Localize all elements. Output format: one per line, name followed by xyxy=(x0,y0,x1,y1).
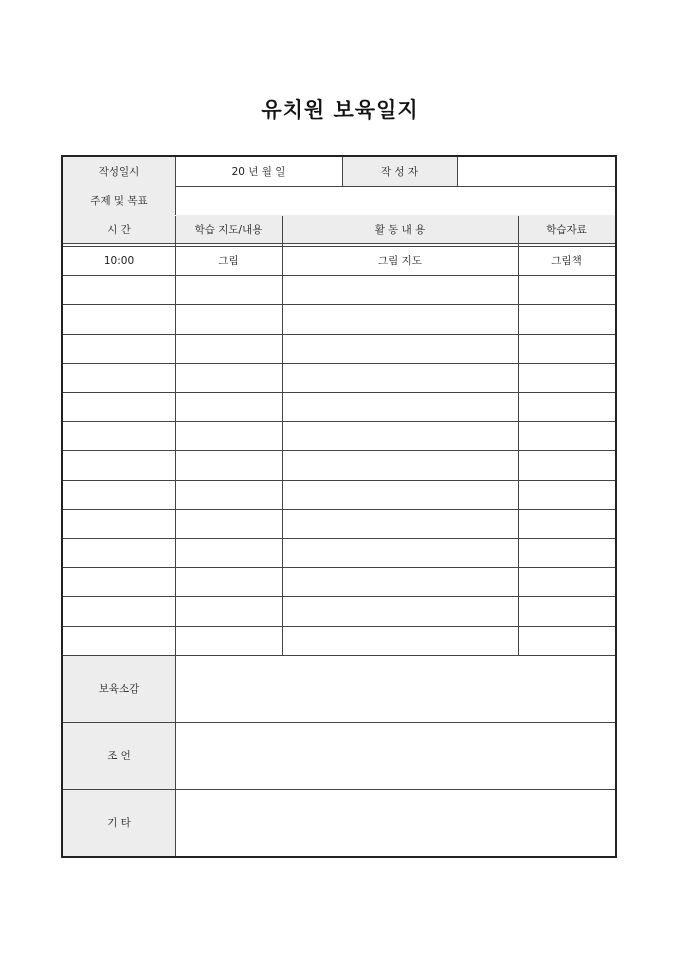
column-divider xyxy=(282,216,283,655)
activity-cell[interactable] xyxy=(282,392,518,421)
date-field[interactable]: 20 년 월 일 xyxy=(231,166,286,178)
time-cell[interactable] xyxy=(63,304,175,333)
date-label: 작성일시 xyxy=(63,157,175,186)
lesson-cell[interactable] xyxy=(175,392,282,421)
lesson-cell[interactable] xyxy=(175,334,282,363)
material-cell[interactable] xyxy=(518,275,615,304)
author-field[interactable] xyxy=(457,157,615,186)
impressions-label: 보육소감 xyxy=(63,656,175,722)
material-cell[interactable] xyxy=(518,421,615,450)
time-cell[interactable] xyxy=(63,334,175,363)
material-cell[interactable] xyxy=(518,450,615,479)
lesson-cell[interactable]: 그림 xyxy=(218,255,239,268)
time-cell[interactable] xyxy=(63,480,175,509)
topic-field[interactable] xyxy=(175,186,615,215)
other-label: 기 타 xyxy=(63,790,175,856)
material-cell[interactable] xyxy=(518,334,615,363)
other-field[interactable] xyxy=(176,790,615,856)
lesson-cell[interactable] xyxy=(175,304,282,333)
activity-cell[interactable] xyxy=(282,304,518,333)
material-cell[interactable] xyxy=(518,392,615,421)
material-cell[interactable] xyxy=(518,509,615,538)
material-header: 학습자료 xyxy=(518,215,615,243)
column-divider xyxy=(175,216,176,655)
column-divider xyxy=(175,157,176,186)
lesson-cell[interactable] xyxy=(175,538,282,567)
lesson-cell[interactable] xyxy=(175,567,282,596)
time-header: 시 간 xyxy=(63,215,175,243)
advice-label: 조 언 xyxy=(63,723,175,789)
topic-label: 주제 및 목표 xyxy=(63,186,175,215)
activity-cell[interactable] xyxy=(282,567,518,596)
activity-cell[interactable] xyxy=(282,334,518,363)
time-cell[interactable] xyxy=(63,509,175,538)
column-divider xyxy=(175,187,176,215)
column-divider xyxy=(457,157,458,186)
impressions-field[interactable] xyxy=(176,656,615,722)
header-double-line-top xyxy=(63,243,615,244)
activity-cell[interactable] xyxy=(282,275,518,304)
activity-cell[interactable] xyxy=(282,509,518,538)
activity-cell[interactable] xyxy=(282,538,518,567)
lesson-cell[interactable] xyxy=(175,509,282,538)
time-cell[interactable] xyxy=(63,596,175,625)
time-cell[interactable] xyxy=(63,275,175,304)
time-cell[interactable] xyxy=(63,450,175,479)
material-cell[interactable] xyxy=(518,626,615,655)
column-divider xyxy=(175,790,176,856)
material-cell[interactable]: 그림책 xyxy=(551,255,582,268)
activity-cell[interactable]: 그림 지도 xyxy=(378,255,422,268)
lesson-cell[interactable] xyxy=(175,450,282,479)
column-divider xyxy=(175,656,176,722)
author-label: 작 성 자 xyxy=(342,157,457,186)
daily-log-form xyxy=(61,155,617,858)
activity-cell[interactable] xyxy=(282,450,518,479)
activity-header: 활 동 내 용 xyxy=(282,215,518,243)
lesson-cell[interactable] xyxy=(175,363,282,392)
lesson-cell[interactable] xyxy=(175,596,282,625)
time-cell[interactable] xyxy=(63,363,175,392)
column-divider xyxy=(175,723,176,789)
lesson-cell[interactable] xyxy=(175,421,282,450)
material-cell[interactable] xyxy=(518,363,615,392)
lesson-cell[interactable] xyxy=(175,275,282,304)
activity-cell[interactable] xyxy=(282,596,518,625)
material-cell[interactable] xyxy=(518,567,615,596)
lesson-cell[interactable] xyxy=(175,626,282,655)
time-cell[interactable] xyxy=(63,421,175,450)
time-cell[interactable]: 10:00 xyxy=(103,254,135,267)
material-cell[interactable] xyxy=(518,596,615,625)
activity-cell[interactable] xyxy=(282,480,518,509)
advice-field[interactable] xyxy=(176,723,615,789)
time-cell[interactable] xyxy=(63,567,175,596)
material-cell[interactable] xyxy=(518,480,615,509)
column-divider xyxy=(342,157,343,186)
time-cell[interactable] xyxy=(63,538,175,567)
activity-cell[interactable] xyxy=(282,421,518,450)
time-cell[interactable] xyxy=(63,392,175,421)
material-cell[interactable] xyxy=(518,538,615,567)
lesson-cell[interactable] xyxy=(175,480,282,509)
time-cell[interactable] xyxy=(63,626,175,655)
activity-cell[interactable] xyxy=(282,626,518,655)
material-cell[interactable] xyxy=(518,304,615,333)
page-title: 유치원 보육일지 xyxy=(261,98,419,122)
activity-cell[interactable] xyxy=(282,363,518,392)
column-divider xyxy=(518,216,519,655)
lesson-header: 학습 지도/내용 xyxy=(175,215,282,243)
